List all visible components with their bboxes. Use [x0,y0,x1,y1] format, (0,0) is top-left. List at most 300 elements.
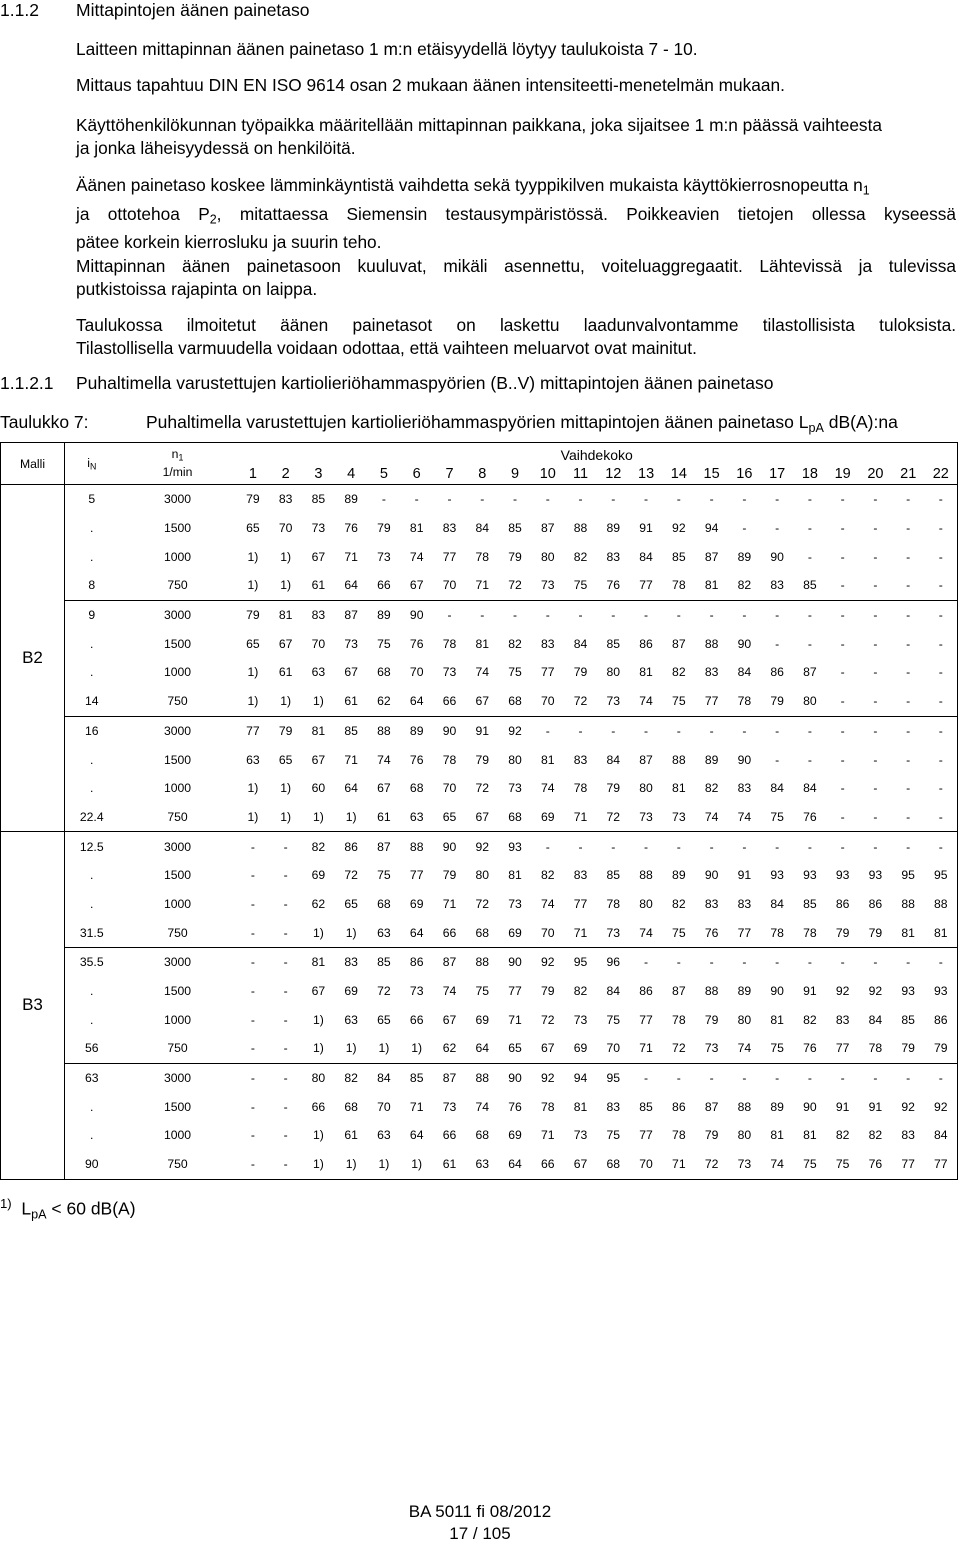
level-cell: 77 [442,549,457,564]
level-cell: 73 [442,1099,457,1114]
level-cell: 77 [639,578,653,593]
level-cell: 73 [639,809,653,824]
level-cell: 90 [770,549,784,564]
level-cell: 1) [345,1041,357,1056]
level-cell: 73 [540,578,555,593]
level-cell: 83 [540,636,555,651]
level-cell: - [925,1063,958,1092]
level-cell: - [283,1012,288,1027]
level-cell: 72 [672,1041,686,1056]
level-cell: 91 [466,716,499,745]
ratio-cell: . [90,1128,94,1143]
level-cell: - [840,636,845,651]
level-cell: 77 [925,1150,958,1179]
paragraph-3-line: Käyttöhenkilökunnan työpaikka määritellään mittapinnan paikkana, joka sijaitsee 1 m:n päässä vaihteesta [76,115,882,135]
level-cell: 81 [573,1099,588,1114]
level-cell: 78 [442,752,457,767]
level-cell: 71 [409,1099,424,1114]
noise-level-table [0,442,958,1180]
ratio-cell: 35.5 [65,948,119,977]
table-row [1,977,958,1006]
level-cell: - [873,665,878,680]
level-cell: 74 [639,694,653,709]
level-cell: 79 [237,485,270,514]
level-cell: - [906,578,911,593]
level-cell: 73 [442,665,457,680]
speed-cell: 3000 [119,948,237,977]
paragraph-5-line: Mittapinnan äänen painetasoon kuuluvat, mikäli asennettu, voiteluaggregaatit. Lähtevissä ja tulevissa [76,256,956,276]
level-cell: 61 [278,665,293,680]
table-row [1,861,958,890]
level-cell: - [499,600,532,629]
level-cell: 93 [901,984,915,999]
level-cell: 1) [312,1041,324,1056]
level-cell: 75 [826,1150,859,1179]
level-cell: 64 [409,694,424,709]
level-cell: 65 [508,1041,522,1056]
level-cell: - [925,658,958,687]
level-cell: 85 [901,1012,915,1027]
level-cell: 72 [377,984,391,999]
level-cell: - [269,1150,302,1179]
level-cell: 81 [302,948,335,977]
level-cell: 87 [639,752,653,767]
level-cell: 89 [606,521,621,536]
level-cell: 85 [302,485,335,514]
footer-page-number: 17 / 105 [449,1524,511,1543]
level-cell: 68 [475,1128,490,1143]
level-cell: 85 [639,1099,653,1114]
level-cell: 82 [302,832,335,861]
level-cell: - [859,1063,892,1092]
level-cell: 79 [606,781,621,796]
level-cell: 78 [672,1128,686,1143]
level-cell: - [283,1041,288,1056]
speed-cell: 1000 [163,1012,192,1027]
level-cell: 64 [344,781,358,796]
level-cell: 84 [925,1121,958,1150]
level-cell: 66 [311,1099,326,1114]
level-cell: 81 [508,868,522,883]
level-cell: - [840,781,845,796]
level-cell: 86 [639,636,653,651]
subscript: 2 [209,212,217,227]
level-cell: - [807,752,812,767]
level-cell: 83 [573,868,588,883]
level-cell: 83 [835,1012,850,1027]
level-cell: 89 [737,549,752,564]
level-cell: - [237,1150,270,1179]
level-cell: 81 [269,600,302,629]
level-cell: - [794,716,827,745]
level-cell: 83 [302,600,335,629]
level-cell: 95 [901,868,915,883]
ratio-cell: . [90,1099,94,1114]
level-cell: 84 [573,636,588,651]
level-cell: - [531,485,564,514]
level-cell: 76 [704,925,719,940]
paragraph-4-line [76,203,956,232]
level-cell: 73 [508,896,522,911]
level-cell: - [630,485,663,514]
level-cell: 62 [377,694,391,709]
level-cell: - [794,600,827,629]
level-cell: 70 [540,925,555,940]
level-cell: 73 [311,521,326,536]
table-body [1,485,958,1180]
level-cell: 1) [302,1150,335,1179]
level-cell: - [662,600,695,629]
header-size-7: 7 [433,463,466,485]
subscript: N [89,461,97,472]
level-cell: 83 [335,948,368,977]
level-cell: - [775,521,780,536]
speed-cell: 3000 [119,600,237,629]
level-cell: 82 [335,1063,368,1092]
level-cell: 68 [377,665,391,680]
level-cell: 90 [433,716,466,745]
level-cell: 84 [737,665,752,680]
level-cell: 73 [606,925,621,940]
speed-cell: 1500 [163,868,192,883]
level-cell: 70 [311,636,326,651]
level-cell: - [597,716,630,745]
level-cell: - [873,781,878,796]
header-size-10: 10 [531,463,564,485]
level-cell: 73 [377,549,391,564]
level-cell: - [499,485,532,514]
level-cell: - [840,549,845,564]
level-cell: 66 [377,578,391,593]
level-cell: - [794,485,827,514]
level-cell: 95 [597,1063,630,1092]
level-cell: 67 [311,549,326,564]
level-cell: 87 [335,600,368,629]
level-cell: 81 [475,636,490,651]
speed-cell: 1000 [163,896,192,911]
level-cell: 1) [280,549,292,564]
level-cell: 88 [925,890,958,919]
level-cell: 81 [803,1128,817,1143]
paragraph-4-text: , mitattaessa Siemensin testausympäristössä. Poikkeavien tietojen ollessa kyseessä [216,203,956,224]
level-cell: 74 [704,809,719,824]
level-cell: 78 [573,781,588,796]
level-cell: 79 [269,716,302,745]
level-cell: 90 [433,832,466,861]
paragraph-6 [76,314,956,360]
header-size-13: 13 [630,463,663,485]
level-cell: 79 [442,868,457,883]
level-cell: 88 [704,984,719,999]
level-cell: - [250,925,255,940]
level-cell: 86 [835,896,850,911]
level-cell: 66 [409,1012,424,1027]
level-cell: 85 [508,521,522,536]
level-cell: 87 [433,948,466,977]
level-cell: 74 [409,549,424,564]
level-cell: 79 [377,521,391,536]
level-cell: 67 [442,1012,457,1027]
ratio-cell: . [90,549,94,564]
level-cell: 77 [409,868,424,883]
level-cell: 83 [606,1099,621,1114]
level-cell: 64 [409,1128,424,1143]
level-cell: - [269,948,302,977]
level-cell: - [807,521,812,536]
paragraph-5 [76,255,956,301]
table-row [1,485,958,514]
level-cell: 72 [606,809,621,824]
level-cell: - [794,1063,827,1092]
level-cell: 90 [499,1063,532,1092]
level-cell: 69 [475,1012,490,1027]
level-cell: 1) [400,1150,433,1179]
level-cell: 80 [606,665,621,680]
header-n1 [119,443,237,485]
level-cell: 83 [704,896,719,911]
level-cell: 84 [606,752,621,767]
level-cell: - [859,716,892,745]
header-n1-unit: 1/min [162,465,193,480]
level-cell: - [906,549,911,564]
level-cell: 68 [377,896,391,911]
table-title: Puhaltimella varustettujen kartiolieriöhammaspyörien mittapintojen äänen painetaso L [146,412,809,432]
level-cell: - [840,665,845,680]
level-cell: 75 [606,1128,621,1143]
level-cell: - [761,716,794,745]
level-cell: - [826,716,859,745]
header-vaihdekoko: Vaihdekoko [237,443,958,464]
level-cell: - [761,1063,794,1092]
level-cell: 75 [672,694,686,709]
paragraph-4-line: pätee korkein kierrosluku ja suurin teho. [76,232,382,253]
speed-cell: 3000 [119,832,237,861]
level-cell: - [925,832,958,861]
level-cell: 91 [639,521,653,536]
level-cell: - [597,600,630,629]
level-cell: - [925,600,958,629]
section-title: Mittapintojen äänen painetaso [76,0,310,20]
header-size-6: 6 [400,463,433,485]
level-cell: - [531,832,564,861]
header-size-5: 5 [368,463,401,485]
level-cell: 92 [925,1092,958,1121]
level-cell: - [873,549,878,564]
paragraph-4-text: Äänen painetaso koskee lämminkäyntistä vaihdetta sekä tyyppikilven mukaista käyttökierrosnopeutta n [76,175,863,195]
level-cell: 86 [770,665,784,680]
table-label: Taulukko 7: [0,412,89,432]
level-cell: 66 [442,1128,457,1143]
level-cell: 77 [639,1128,653,1143]
level-cell: - [892,485,925,514]
header-size-19: 19 [826,463,859,485]
speed-cell: 750 [167,1041,188,1056]
header-size-2: 2 [269,463,302,485]
level-cell: - [630,716,663,745]
level-cell: 69 [573,1041,588,1056]
level-cell: 80 [639,896,653,911]
level-cell: - [892,1063,925,1092]
level-cell: 82 [868,1128,883,1143]
table-row [1,1063,958,1092]
level-cell: 93 [803,868,817,883]
level-cell: 89 [737,984,752,999]
level-cell: 1) [312,925,324,940]
level-cell: 1) [411,1041,423,1056]
section-number: 1.1.2 [0,0,39,20]
subscript: pA [31,1207,47,1222]
level-cell: 89 [335,485,368,514]
level-cell: 70 [630,1150,663,1179]
level-cell: - [283,1128,288,1143]
level-cell: - [826,600,859,629]
level-cell: - [728,716,761,745]
subsection-title: Puhaltimella varustettujen kartiolieriöhammaspyörien (B..V) mittapintojen äänen painetaso [76,373,774,393]
level-cell: 67 [278,636,293,651]
level-cell: 73 [728,1150,761,1179]
level-cell: 83 [737,781,752,796]
level-cell: - [840,694,845,709]
table-row [1,890,958,919]
level-cell: 69 [540,809,555,824]
level-cell: 75 [377,636,391,651]
level-cell: 79 [770,694,784,709]
header-size-9: 9 [499,463,532,485]
ratio-cell: . [90,868,94,883]
level-cell: 67 [311,752,326,767]
table-row [1,629,958,658]
level-cell: 81 [672,781,686,796]
level-cell: - [662,948,695,977]
level-cell: - [892,948,925,977]
level-cell: - [237,948,270,977]
level-cell: 88 [639,868,653,883]
level-cell: 71 [475,578,490,593]
table-row [1,716,958,745]
level-cell: - [761,485,794,514]
level-cell: 70 [540,694,555,709]
level-cell: 1) [312,1012,324,1027]
level-cell: 90 [770,984,784,999]
level-cell: 87 [704,1099,719,1114]
level-cell: 65 [278,752,293,767]
level-cell: - [283,1099,288,1114]
level-cell: 77 [704,694,719,709]
level-cell: 81 [540,752,555,767]
speed-cell: 1000 [163,665,192,680]
level-cell: 78 [672,578,686,593]
level-cell: 81 [409,521,424,536]
level-cell: - [873,694,878,709]
ratio-cell: . [90,665,94,680]
level-cell: 66 [531,1150,564,1179]
level-cell: 78 [868,1041,883,1056]
level-cell: 90 [499,948,532,977]
ratio-cell: . [90,1012,94,1027]
ratio-cell: . [90,781,94,796]
level-cell: - [283,925,288,940]
level-cell: 77 [892,1150,925,1179]
level-cell: - [250,1041,255,1056]
ratio-cell: . [90,521,94,536]
level-cell: 90 [400,600,433,629]
level-cell: 89 [770,1099,784,1114]
paragraph-3 [76,114,956,160]
speed-cell: 1500 [163,984,192,999]
level-cell: 71 [573,925,588,940]
level-cell: 67 [475,694,490,709]
level-cell: - [250,1128,255,1143]
table-row [1,514,958,543]
level-cell: - [695,1063,728,1092]
subscript: 1 [178,452,184,463]
level-cell: - [630,832,663,861]
table-title-suffix: dB(A):na [823,412,898,432]
level-cell: 87 [433,1063,466,1092]
level-cell: 79 [573,665,588,680]
header-iN-text: i [87,455,90,470]
table-row [1,1092,958,1121]
level-cell: 64 [499,1150,532,1179]
level-cell: 90 [803,1099,817,1114]
level-cell: 88 [737,1099,752,1114]
level-cell: - [531,716,564,745]
level-cell: 81 [770,1012,784,1027]
table-row [1,1005,958,1034]
level-cell: - [695,948,728,977]
level-cell: 87 [704,549,719,564]
level-cell: 70 [409,665,424,680]
level-cell: 82 [835,1128,850,1143]
level-cell: 91 [835,1099,850,1114]
level-cell: 71 [442,896,457,911]
header-size-3: 3 [302,463,335,485]
level-cell: - [695,716,728,745]
header-size-22: 22 [925,463,958,485]
level-cell: 1) [345,925,357,940]
level-cell: 84 [475,521,490,536]
level-cell: 86 [672,1099,686,1114]
table-row [1,658,958,687]
level-cell: 74 [442,984,457,999]
level-cell: 83 [901,1128,915,1143]
level-cell: - [630,1063,663,1092]
level-cell: 64 [475,1041,490,1056]
level-cell: 77 [508,984,522,999]
level-cell: 70 [442,781,457,796]
speed-cell: 1500 [163,636,192,651]
level-cell: - [250,984,255,999]
level-cell: 1) [280,578,292,593]
level-cell: 82 [672,896,686,911]
level-cell: 86 [400,948,433,977]
level-cell: 75 [377,868,391,883]
level-cell: 88 [400,832,433,861]
level-cell: - [466,600,499,629]
level-cell: 1) [247,549,259,564]
level-cell: 77 [573,896,588,911]
level-cell: 91 [868,1099,883,1114]
level-cell: 74 [639,925,653,940]
level-cell: 86 [868,896,883,911]
level-cell: 62 [442,1041,457,1056]
header-size-12: 12 [597,463,630,485]
level-cell: - [237,1063,270,1092]
level-cell: 67 [344,665,358,680]
level-cell: 72 [573,694,588,709]
level-cell: 83 [737,896,752,911]
level-cell: 74 [475,1099,490,1114]
